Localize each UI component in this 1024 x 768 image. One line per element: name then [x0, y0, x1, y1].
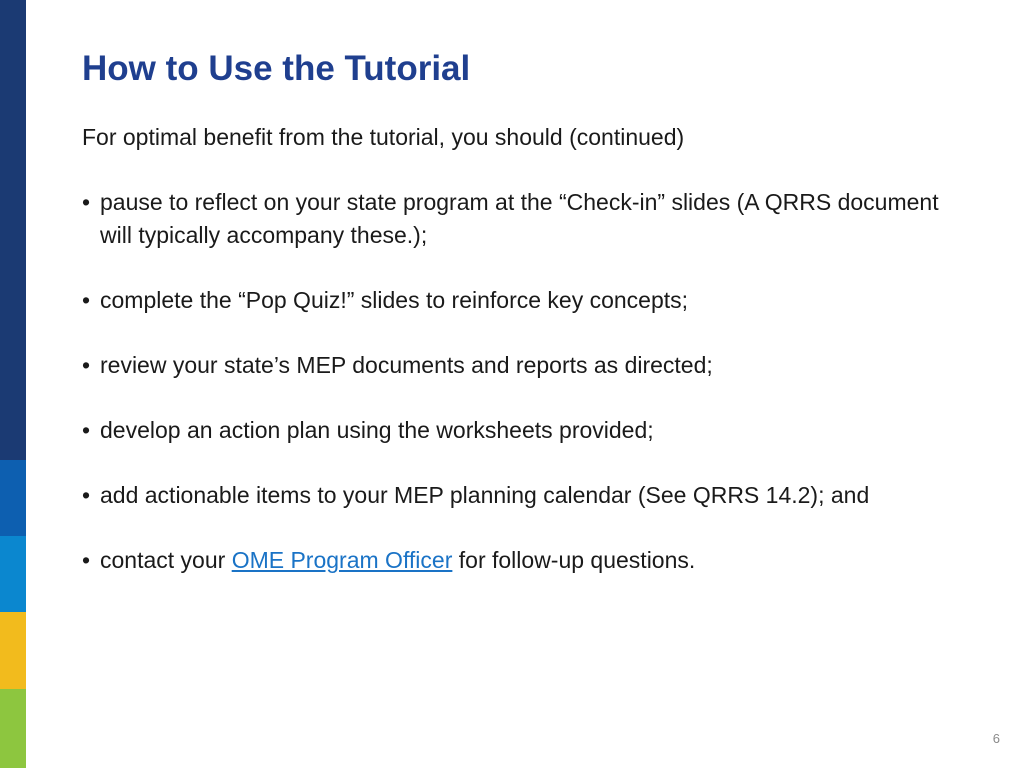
- bullet-list: [82, 186, 962, 609]
- bullet-text: pause to reflect on your state program at the “Check-in” slides (A QRRS document will typically accompany these.);: [100, 189, 939, 248]
- side-bar-segment-navy: [0, 0, 26, 460]
- bullet-item-contact-officer: [82, 544, 962, 577]
- bullet-text-after-link: for follow-up questions.: [452, 547, 696, 573]
- page-number: 6: [992, 731, 1000, 746]
- side-bar-segment-blue: [0, 460, 26, 536]
- bullet-dot-icon: •: [82, 547, 91, 573]
- bullet-text: review your state’s MEP documents and reports as directed;: [100, 352, 713, 378]
- side-bar-segment-green: [0, 689, 26, 768]
- bullet-item-planning-calendar: [82, 479, 962, 512]
- side-bar-segment-yellow: [0, 612, 26, 689]
- bullet-item-review-documents: [82, 349, 962, 382]
- bullet-text: add actionable items to your MEP planning calendar (See QRRS 14.2); and: [100, 482, 870, 508]
- bullet-item-check-in: [82, 186, 962, 252]
- side-bar-segment-light-blue: [0, 536, 26, 612]
- bullet-item-action-plan: [82, 414, 962, 447]
- slide-title: How to Use the Tutorial: [82, 49, 471, 88]
- bullet-dot-icon: •: [82, 189, 91, 215]
- bullet-dot-icon: •: [82, 287, 91, 313]
- ome-program-officer-link[interactable]: OME Program Officer: [231, 547, 453, 573]
- bullet-item-pop-quiz: [82, 284, 962, 317]
- bullet-dot-icon: •: [82, 482, 91, 508]
- bullet-dot-icon: •: [82, 352, 91, 378]
- bullet-text: complete the “Pop Quiz!” slides to reinforce key concepts;: [100, 287, 689, 313]
- bullet-text-before-link: contact your: [100, 547, 232, 573]
- bullet-dot-icon: •: [82, 417, 91, 443]
- decorative-side-bar: [0, 0, 26, 768]
- intro-text: For optimal benefit from the tutorial, you should (continued): [82, 124, 685, 150]
- bullet-text: develop an action plan using the worksheets provided;: [100, 417, 654, 443]
